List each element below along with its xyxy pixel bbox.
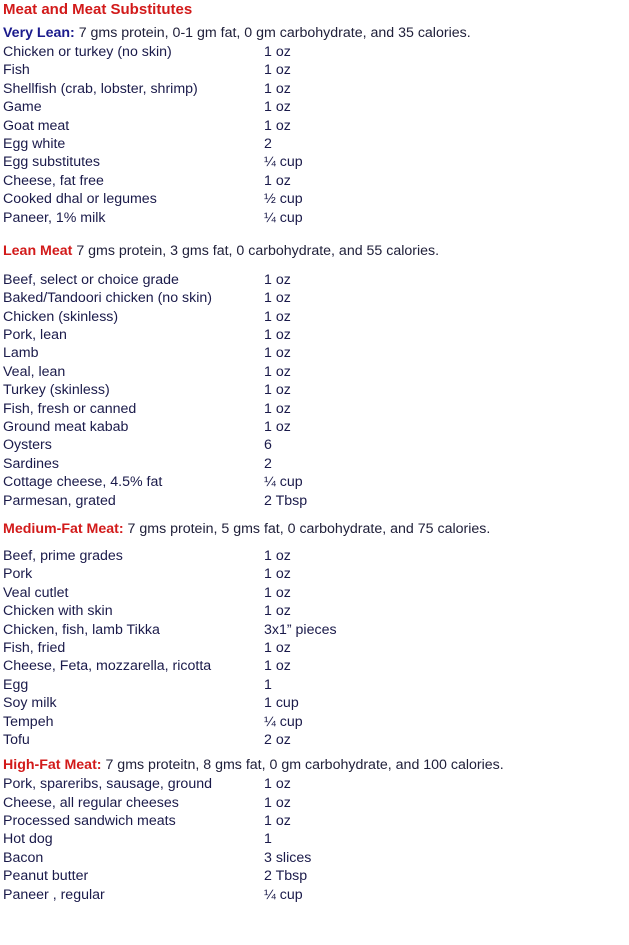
list-item	[3, 190, 629, 208]
section-label: High-Fat Meat:	[3, 757, 102, 774]
serving-amount: 1 oz	[264, 172, 291, 189]
food-name: Egg	[3, 676, 29, 693]
list-item	[3, 584, 629, 602]
serving-amount: 3 slices	[264, 849, 312, 866]
list-item	[3, 98, 629, 116]
list-item	[3, 271, 629, 289]
serving-amount: 1 cup	[264, 695, 299, 712]
section-very-lean	[3, 24, 629, 242]
serving-amount: ¼ cup	[264, 209, 303, 226]
serving-amount: 1 oz	[264, 327, 291, 344]
serving-amount: 1 oz	[264, 363, 291, 380]
food-name: Cheese, Feta, mozzarella, ricotta	[3, 658, 212, 675]
list-item	[3, 849, 629, 867]
food-name: Pork	[3, 566, 33, 583]
serving-amount: 2 Tbsp	[264, 492, 308, 509]
food-name: Ground meat kabab	[3, 419, 129, 436]
serving-amount: ¼ cup	[264, 474, 303, 491]
food-name: Parmesan, grated	[3, 492, 116, 509]
section-heading	[3, 242, 629, 260]
document-title: Meat and Meat Substitutes	[3, 1, 193, 18]
list-item	[3, 602, 629, 620]
serving-amount: ¼ cup	[264, 713, 303, 730]
list-item	[3, 117, 629, 135]
serving-amount: ½ cup	[264, 191, 303, 208]
list-item	[3, 794, 629, 812]
list-item	[3, 289, 629, 307]
serving-amount: ¼ cup	[264, 886, 303, 903]
serving-amount: 1	[264, 676, 272, 693]
section-description: 7 gms protein, 0-1 gm fat, 0 gm carbohydrate, and 35 calories.	[74, 25, 471, 41]
serving-amount: 1 oz	[264, 99, 291, 116]
list-item	[3, 565, 629, 583]
food-name: Tempeh	[3, 713, 54, 730]
food-name: Chicken with skin	[3, 603, 113, 620]
food-name: Cheese, all regular cheeses	[3, 794, 179, 811]
food-name: Oysters	[3, 437, 52, 454]
list-item	[3, 830, 629, 848]
serving-amount: 3x1” pieces	[264, 621, 337, 638]
food-name: Bacon	[3, 849, 44, 866]
food-name: Beef, prime grades	[3, 547, 123, 564]
serving-amount: 1 oz	[264, 382, 291, 399]
list-item	[3, 713, 629, 731]
food-name: Veal cutlet	[3, 584, 69, 601]
food-name: Paneer , regular	[3, 886, 105, 903]
serving-amount: 1	[264, 831, 272, 848]
food-name: Soy milk	[3, 695, 57, 712]
food-name: Egg substitutes	[3, 154, 101, 171]
list-item	[3, 326, 629, 344]
serving-amount: 1 oz	[264, 584, 291, 601]
list-item	[3, 639, 629, 657]
document-page	[0, 1, 629, 945]
food-name: Turkey (skinless)	[3, 382, 110, 399]
serving-amount: 1 oz	[264, 776, 291, 793]
section-description: 7 gms proteitn, 8 gms fat, 0 gm carbohydrate, and 100 calories.	[101, 757, 504, 774]
list-item	[3, 621, 629, 639]
list-item	[3, 43, 629, 61]
list-item	[3, 657, 629, 675]
serving-amount: 6	[264, 437, 272, 454]
food-name: Tofu	[3, 731, 30, 748]
section-medium-fat-meat	[3, 520, 629, 756]
food-name: Chicken (skinless)	[3, 308, 119, 325]
list-item	[3, 153, 629, 171]
list-item	[3, 172, 629, 190]
serving-amount: 2 oz	[264, 731, 291, 748]
serving-amount: 1 oz	[264, 308, 291, 325]
serving-amount: 1 oz	[264, 658, 291, 675]
food-name: Chicken, fish, lamb Tikka	[3, 621, 160, 638]
serving-amount: 2	[264, 135, 272, 152]
list-item	[3, 436, 629, 454]
list-item	[3, 400, 629, 418]
serving-amount: 2 Tbsp	[264, 868, 308, 885]
serving-amount: 1 oz	[264, 603, 291, 620]
food-name: Chicken or turkey (no skin)	[3, 44, 172, 60]
list-item	[3, 381, 629, 399]
list-item	[3, 731, 629, 749]
list-item	[3, 80, 629, 98]
food-name: Beef, select or choice grade	[3, 271, 179, 288]
food-name: Fish	[3, 62, 30, 79]
list-item	[3, 812, 629, 830]
list-item	[3, 867, 629, 885]
food-name: Goat meat	[3, 117, 70, 134]
food-name: Fish, fresh or canned	[3, 400, 137, 417]
food-name: Cooked dhal or legumes	[3, 191, 157, 208]
food-name: Pork, spareribs, sausage, ground	[3, 776, 212, 793]
serving-amount: 1 oz	[264, 547, 291, 564]
list-item	[3, 775, 629, 793]
food-name: Hot dog	[3, 831, 53, 848]
list-item	[3, 418, 629, 436]
food-name: Processed sandwich meats	[3, 813, 176, 830]
serving-amount: 1 oz	[264, 271, 291, 288]
food-name: Game	[3, 99, 42, 116]
list-item	[3, 694, 629, 712]
serving-amount: 1 oz	[264, 639, 291, 656]
section-heading	[3, 756, 629, 774]
serving-amount: 1 oz	[264, 80, 291, 97]
section-label: Lean Meat	[3, 242, 73, 259]
list-item	[3, 886, 629, 904]
list-item	[3, 455, 629, 473]
list-item	[3, 61, 629, 79]
section-high-fat-meat	[3, 756, 629, 904]
serving-amount: 1 oz	[264, 345, 291, 362]
serving-amount: 1 oz	[264, 44, 291, 60]
serving-amount: 1 oz	[264, 419, 291, 436]
serving-amount: 1 oz	[264, 400, 291, 417]
section-label: Medium-Fat Meat:	[3, 520, 124, 537]
section-description: 7 gms protein, 3 gms fat, 0 carbohydrate, and 55 calories.	[72, 242, 440, 259]
list-item	[3, 676, 629, 694]
food-name: Shellfish (crab, lobster, shrimp)	[3, 80, 198, 97]
food-name: Egg white	[3, 135, 66, 152]
food-name: Peanut butter	[3, 868, 89, 885]
food-name: Baked/Tandoori chicken (no skin)	[3, 290, 212, 307]
list-item	[3, 492, 629, 510]
food-name: Paneer, 1% milk	[3, 209, 106, 226]
list-item	[3, 344, 629, 362]
food-name: Fish, fried	[3, 639, 66, 656]
serving-amount: 1 oz	[264, 566, 291, 583]
list-item	[3, 209, 629, 227]
food-name: Veal, lean	[3, 363, 66, 380]
food-name: Cheese, fat free	[3, 172, 104, 189]
serving-amount: 1 oz	[264, 794, 291, 811]
section-heading	[3, 24, 629, 42]
sections-container	[3, 24, 629, 904]
food-name: Cottage cheese, 4.5% fat	[3, 474, 163, 491]
serving-amount: 1 oz	[264, 290, 291, 307]
list-item	[3, 308, 629, 326]
list-item	[3, 363, 629, 381]
list-item	[3, 547, 629, 565]
list-item	[3, 135, 629, 153]
section-lean-meat	[3, 242, 629, 520]
section-heading	[3, 520, 629, 538]
list-item	[3, 473, 629, 491]
serving-amount: 2	[264, 455, 272, 472]
serving-amount: ¼ cup	[264, 154, 303, 171]
serving-amount: 1 oz	[264, 62, 291, 79]
section-description: 7 gms protein, 5 gms fat, 0 carbohydrate, and 75 calories.	[123, 520, 491, 537]
food-name: Lamb	[3, 345, 39, 362]
food-name: Sardines	[3, 455, 59, 472]
section-label: Very Lean:	[3, 25, 75, 41]
serving-amount: 1 oz	[264, 117, 291, 134]
serving-amount: 1 oz	[264, 813, 291, 830]
food-name: Pork, lean	[3, 327, 67, 344]
